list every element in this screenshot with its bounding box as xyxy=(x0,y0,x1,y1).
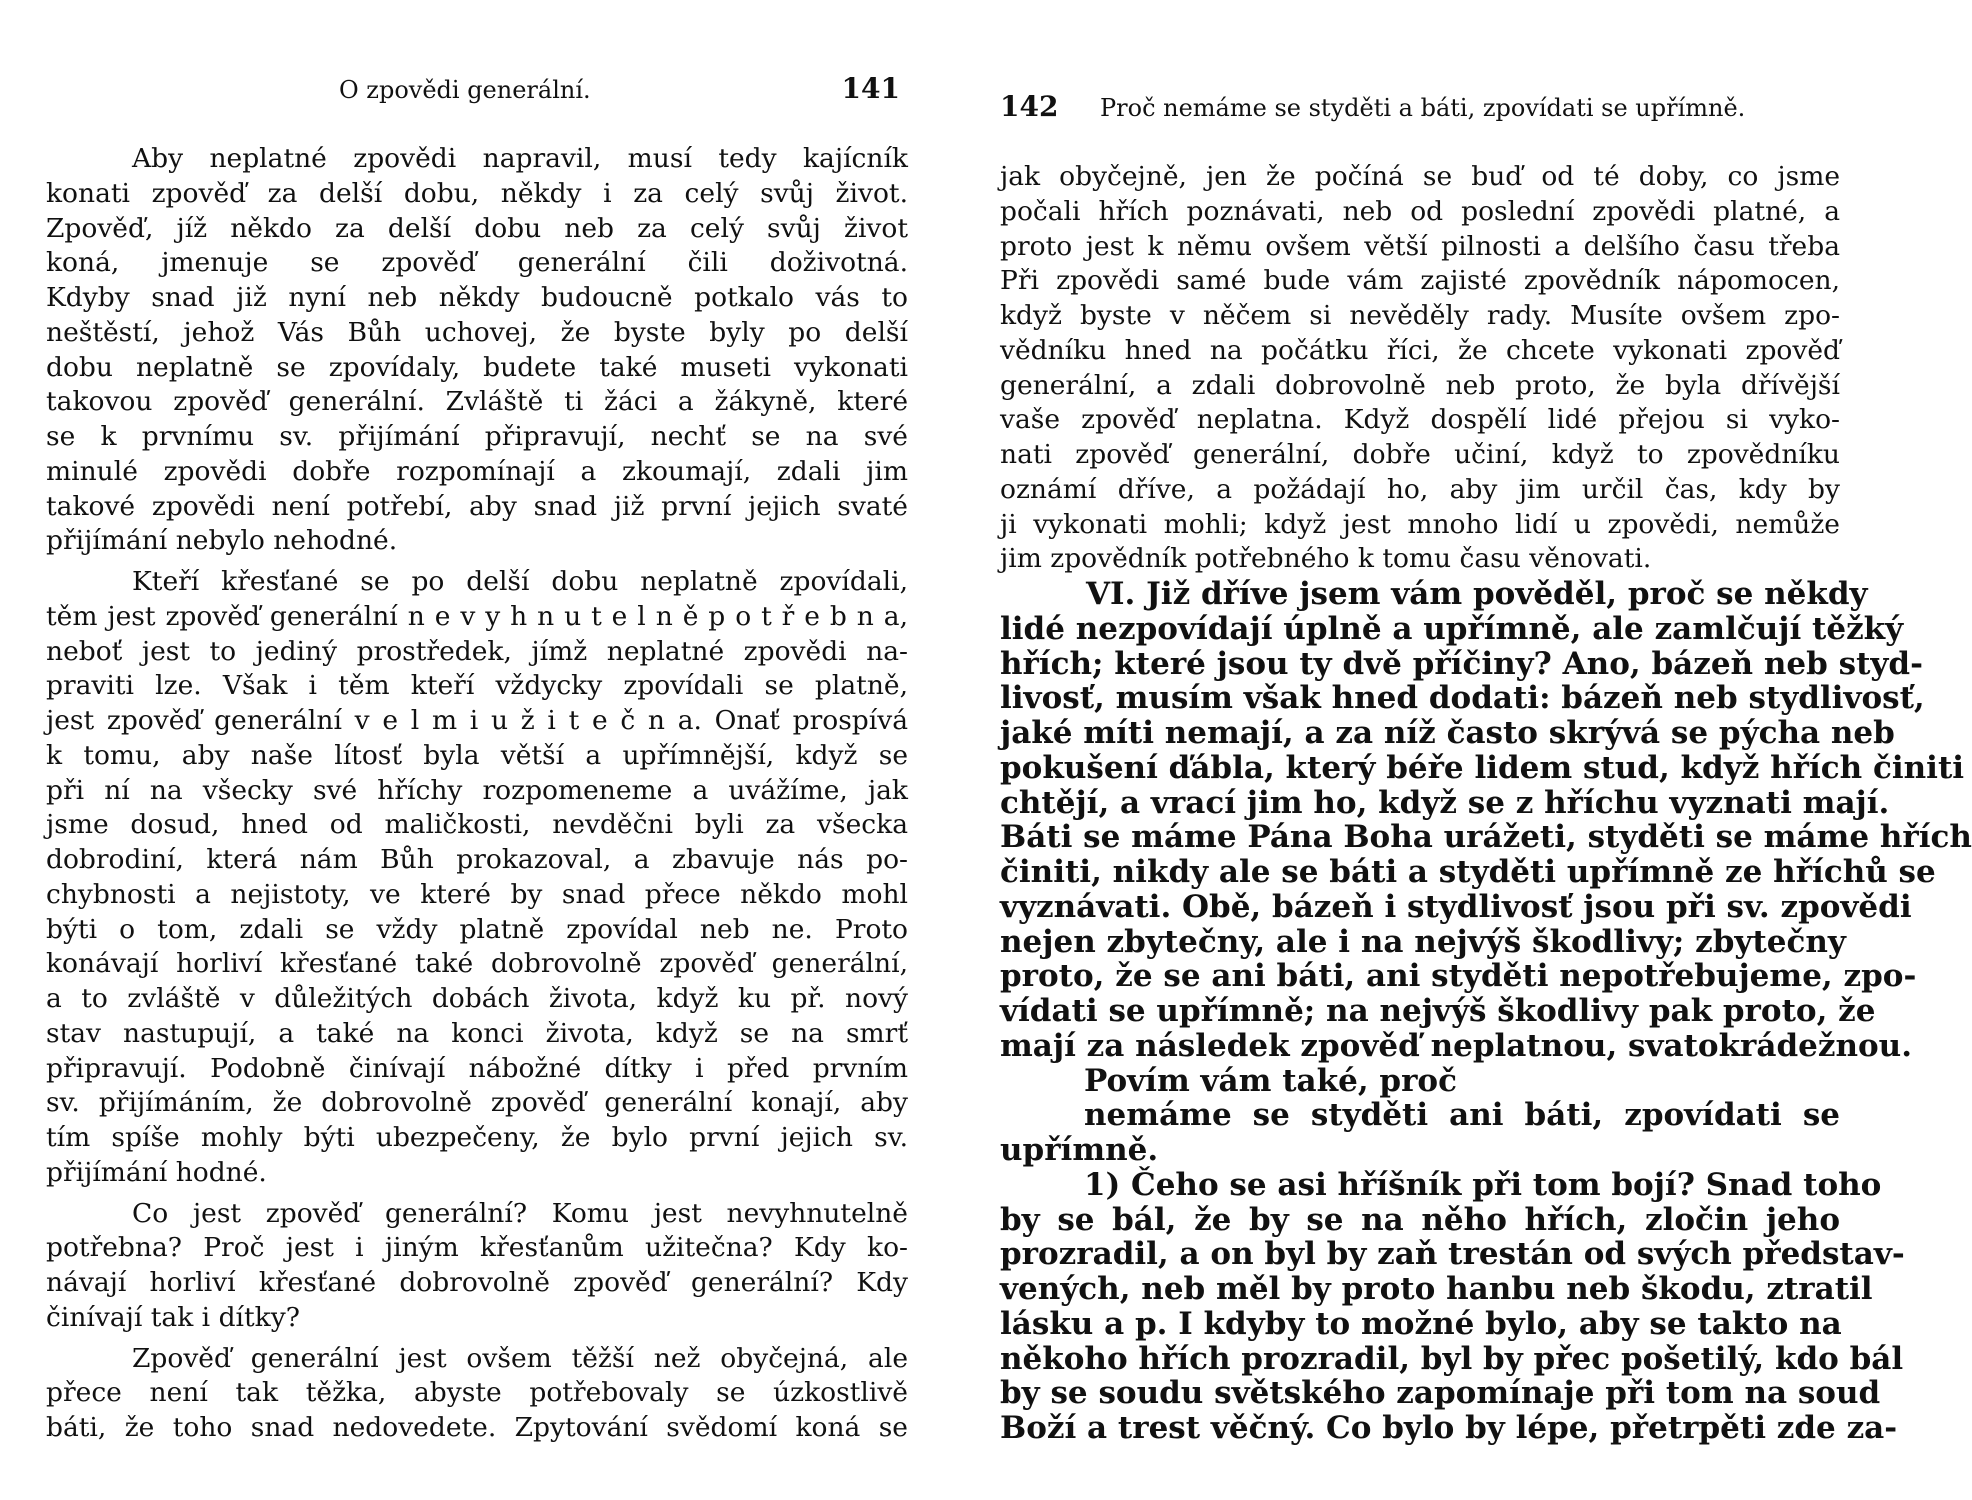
text-line: neštěstí, jehož Vás Bůh uchovej, že byste byly po delší xyxy=(46,316,908,348)
text-line: Při zpovědi samé bude vám zajisté zpovědník nápomocen, xyxy=(1000,265,1840,297)
text-line: prozradil, a on byl by zaň trestán od svých představ- xyxy=(1000,1236,1905,1273)
page-number: 141 xyxy=(841,72,900,105)
running-title: Proč nemáme se styděti a báti, zpovídati se upřímně. xyxy=(1100,94,1746,122)
text-line: když byste v něčem si nevěděly rady. Musíte ovšem zpo- xyxy=(1000,300,1840,331)
text-line: Aby neplatné zpovědi napravil, musí tedy kajícník xyxy=(132,143,908,174)
text-line: činívají tak i dítky? xyxy=(46,1301,300,1333)
text-line: VI. Již dříve jsem vám pověděl, proč se někdy xyxy=(1086,576,1868,612)
text-line: pokušení ďábla, který béře lidem stud, když hřích činiti xyxy=(1000,749,1965,786)
text-line: nemáme se styděti ani báti, zpovídati se xyxy=(1084,1097,1840,1134)
text-line: vyznávati. Obě, bázeň i stydlivosť jsou při sv. zpovědi xyxy=(1000,888,1912,925)
text-line: lidé nezpovídají úplně a upřímně, ale zamlčují těžký xyxy=(1000,610,1904,647)
text-line: k tomu, aby naše lítosť byla větší a upřímnější, když se xyxy=(46,739,908,771)
text-line: těm jest zpověď generální n e v y h n u t e l n ě p o t ř e b n a, xyxy=(46,600,908,632)
text-line: činiti, nikdy ale se báti a styděti upřímně ze hříchů se xyxy=(1000,854,1936,890)
text-line: Zpověď, jíž někdo za delší dobu neb za celý svůj život xyxy=(46,212,908,244)
text-line: mají za následek zpověď neplatnou, svatokrádežnou. xyxy=(1000,1027,1913,1064)
text-line: hřích; které jsou ty dvě příčiny? Ano, bázeň neb styd- xyxy=(1000,645,1923,682)
text-line: lásku a p. I kdyby to možné bylo, aby se takto na xyxy=(1000,1305,1842,1342)
text-line: koná, jmenuje se zpověď generální čili doživotná. xyxy=(46,247,908,279)
text-line: připravují. Podobně činívají nábožné dítky i před prvním xyxy=(46,1052,908,1084)
text-line: a to zvláště v důležitých dobách života, když ku př. nový xyxy=(46,983,908,1014)
text-line: by se soudu světského zapomínaje při tom na soud xyxy=(1000,1375,1881,1412)
text-line: minulé zpovědi dobře rozpomínají a zkoumají, zdali jim xyxy=(46,455,908,487)
text-line: proto, že se ani báti, ani styděti nepotřebujeme, zpo- xyxy=(1000,958,1917,995)
text-line: proto jest k němu ovšem větší pilnosti a delšího času třeba xyxy=(1000,230,1840,262)
text-line: jak obyčejně, jen že počíná se buď od té doby, co jsme xyxy=(1000,161,1840,192)
text-line: vědníku hned na počátku říci, že chcete vykonati zpověď xyxy=(1000,334,1840,366)
left-page-header xyxy=(46,72,908,112)
text-line: konávají horliví křesťané také dobrovolně zpověď generální, xyxy=(46,948,908,980)
text-line: vídati se upřímně; na nejvýš škodlivy pak proto, že xyxy=(1000,993,1876,1029)
text-line: vaše zpověď neplatna. Když dospělí lidé přejou si vyko- xyxy=(1000,404,1840,436)
text-line: jim zpovědník potřebného k tomu času věnovati. xyxy=(1000,543,1652,575)
text-line: jaké míti nemají, a za níž často skrývá se pýcha neb xyxy=(1000,715,1895,751)
text-line: návají horliví křesťané dobrovolně zpověď generální? Kdy xyxy=(46,1267,908,1298)
left-page-text xyxy=(46,142,908,1446)
text-line: 1) Čeho se asi hříšník při tom bojí? Snad toho xyxy=(1084,1166,1882,1203)
text-line: jsme dosud, hned od maličkosti, nevděčni byli za všecka xyxy=(46,809,908,841)
text-line: takovou zpověď generální. Zvláště ti žáci a žákyně, které xyxy=(46,386,908,418)
right-page-text xyxy=(1000,160,1972,1446)
text-line: nati zpověď generální, dobře učiní, když to zpovědníku xyxy=(1000,439,1840,470)
text-line: přece není tak těžka, abyste potřebovaly se úzkostlivě xyxy=(46,1377,908,1409)
text-line: livosť, musím však hned dodati: bázeň neb stydlivosť, xyxy=(1000,680,1925,717)
text-line: počali hřích poznávati, neb od poslední zpovědi platné, a xyxy=(1000,195,1840,227)
text-line: stav nastupují, a také na konci života, když se na smrť xyxy=(46,1017,908,1049)
text-line: chybnosti a nejistoty, ve které by snad přece někdo mohl xyxy=(46,878,908,910)
text-line: vených, neb měl by proto hanbu neb škodu, ztratil xyxy=(1000,1271,1873,1307)
text-line: ji vykonati mohli; když jest mnoho lidí u zpovědi, nemůže xyxy=(1000,508,1840,540)
text-line: někoho hřích prozradil, byl by přec pošetilý, kdo bál xyxy=(1000,1340,1904,1377)
text-line: takové zpovědi není potřebí, aby snad již první jejich svaté xyxy=(46,490,908,522)
text-line: nejen zbytečny, ale i na nejvýš škodlivy; zbytečny xyxy=(1000,923,1846,960)
running-title: O zpovědi generální. xyxy=(339,76,591,104)
text-line: dobu neplatně se zpovídaly, budete také museti vykonati xyxy=(46,351,908,383)
text-line: konati zpověď za delší dobu, někdy i za celý svůj život. xyxy=(46,177,908,209)
text-line: Báti se máme Pána Boha urážeti, styděti se máme hřích xyxy=(1000,819,1972,856)
page-number: 142 xyxy=(1000,90,1059,123)
text-line: upřímně. xyxy=(1000,1132,1159,1168)
text-line: praviti lze. Však i těm kteří vždycky zpovídali se platně, xyxy=(46,670,908,702)
text-line: potřebna? Proč jest i jiným křesťanům užitečna? Kdy ko- xyxy=(46,1232,908,1264)
text-line: Boží a trest věčný. Co bylo by lépe, přetrpěti zde za- xyxy=(1000,1410,1898,1446)
text-line: Povím vám také, proč xyxy=(1084,1062,1457,1099)
text-line: neboť jest to jediný prostředek, jímž neplatné zpovědi na- xyxy=(46,635,908,667)
text-line: chtějí, a vrací jim ho, když se z hříchu vyznati mají. xyxy=(1000,784,1890,821)
text-line: báti, že toho snad nedovedete. Zpytování svědomí koná se xyxy=(46,1412,908,1443)
text-line: přijímání hodné. xyxy=(46,1156,267,1188)
text-line: sv. přijímáním, že dobrovolně zpověď generální konají, aby xyxy=(46,1087,908,1119)
text-line: Co jest zpověď generální? Komu jest nevyhnutelně xyxy=(132,1197,908,1229)
text-line: dobrodiní, která nám Bůh prokazoval, a zbavuje nás po- xyxy=(46,844,908,875)
text-line: jest zpověď generální v e l m i u ž i t e č n a. Onať prospívá xyxy=(46,705,908,736)
text-line: při ní na všecky své hříchy rozpomeneme a uvážíme, jak xyxy=(46,774,908,806)
text-line: se k prvnímu sv. přijímání připravují, nechť se na své xyxy=(46,421,908,452)
text-line: by se bál, že by se na něho hřích, zločin jeho xyxy=(1000,1201,1840,1238)
text-line: oznámí dříve, a požádají ho, aby jim určil čas, kdy by xyxy=(1000,473,1840,505)
text-line: tím spíše mohly býti ubezpečeny, že bylo první jejich sv. xyxy=(46,1122,908,1153)
text-line: generální, a zdali dobrovolně neb proto, že byla dřívější xyxy=(1000,369,1840,401)
right-page-header xyxy=(1000,72,1840,123)
text-line: přijímání nebylo nehodné. xyxy=(46,525,398,557)
text-line: Kdyby snad již nyní neb někdy budoucně potkalo vás to xyxy=(46,282,908,313)
text-line: býti o tom, zdali se vždy platně zpovídal neb ne. Proto xyxy=(46,913,908,945)
text-line: Kteří křesťané se po delší dobu neplatně zpovídali, xyxy=(132,566,908,597)
text-line: Zpověď generální jest ovšem těžší než obyčejná, ale xyxy=(132,1342,908,1374)
